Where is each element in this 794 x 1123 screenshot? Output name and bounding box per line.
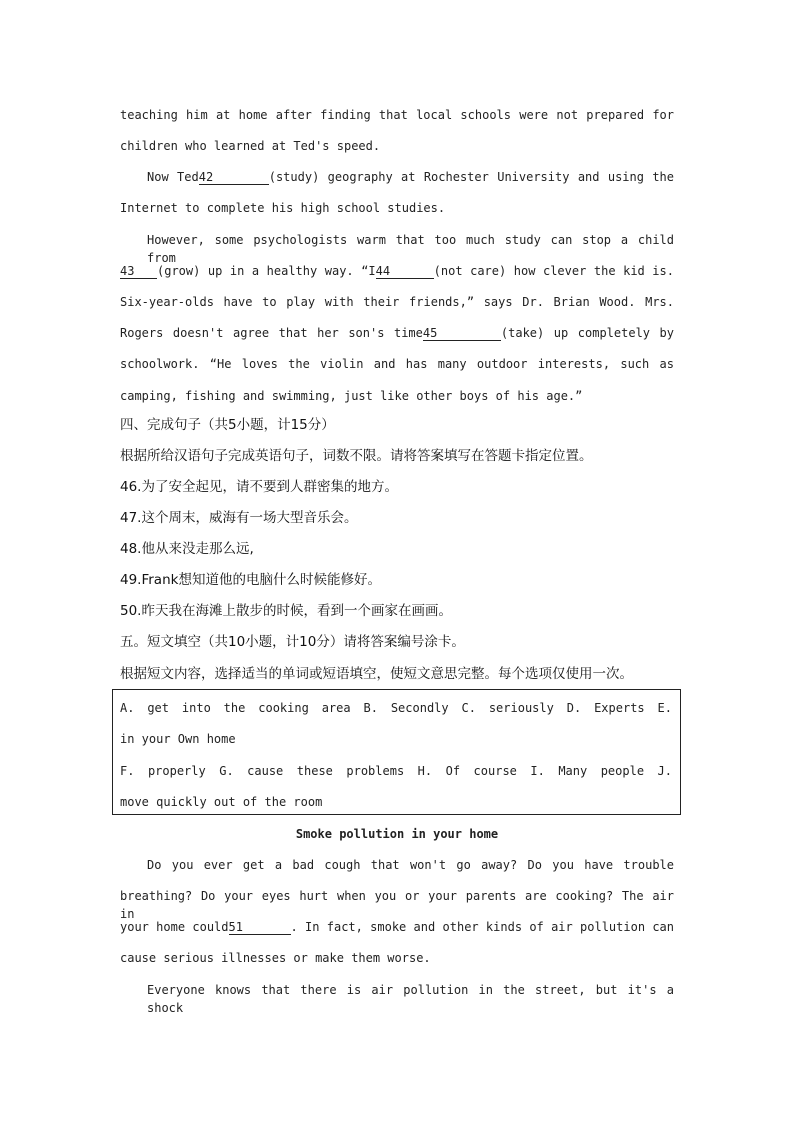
passage-line-2: children who learned at Ted's speed.	[120, 139, 381, 153]
passage2-line-4: cause serious illnesses or make them worse.	[120, 951, 431, 965]
passage-line-8	[120, 324, 674, 342]
options-line-1: A. get into the cooking area B. Secondly C. seriously D. Experts E.	[120, 701, 672, 715]
section5-heading: 五。短文填空（共10小题，计10分）请将答案编号涂卡。	[120, 634, 465, 650]
blank-43: 43	[120, 264, 157, 279]
passage-title: Smoke pollution in your home	[295, 827, 499, 841]
passage-line-6	[120, 262, 674, 280]
passage2-line-3	[120, 918, 674, 936]
section4-instruction: 根据所给汉语句子完成英语句子，词数不限。请将答案填写在答题卡指定位置。	[120, 448, 593, 464]
passage-text: . In fact, smoke and other kinds of air pollution can	[290, 920, 675, 934]
options-box	[112, 689, 681, 815]
passage-line-9: schoolwork. “He loves the violin and has many outdoor interests, such as	[120, 357, 674, 371]
blank-45: 45	[423, 326, 501, 341]
passage-text: (study) geography at Rochester University and using the	[268, 170, 675, 184]
passage-text: your home could	[120, 920, 229, 934]
passage-line-4: Internet to complete his high school studies.	[120, 201, 446, 215]
question-49: 49.Frank想知道他的电脑什么时候能修好。	[120, 572, 381, 588]
passage-line-5: However, some psychologists warm that too much study can stop a child from	[147, 233, 674, 265]
question-48: 48.他从来没走那么远,	[120, 541, 254, 557]
question-47: 47.这个周末，威海有一场大型音乐会。	[120, 510, 358, 526]
passage-line-10: camping, fishing and swimming, just like other boys of his age.”	[120, 389, 583, 403]
passage2-line-2: breathing? Do your eyes hurt when you or your parents are cooking? The air in	[120, 889, 674, 921]
passage-text: (not care) how clever the kid is.	[433, 264, 674, 278]
passage-text: Rogers doesn't agree that her son's time	[120, 326, 423, 340]
passage-line-7: Six-year-olds have to play with their friends,” says Dr. Brian Wood. Mrs.	[120, 295, 674, 309]
options-line-3: F. properly G. cause these problems H. Of course I. Many people J.	[120, 764, 672, 778]
passage2-line-1: Do you ever get a bad cough that won't go away? Do you have trouble	[147, 858, 674, 872]
blank-42: 42	[199, 170, 269, 185]
blank-44: 44	[376, 264, 434, 279]
options-line-4: move quickly out of the room	[120, 795, 323, 809]
passage-text: Now Ted	[147, 170, 199, 184]
blank-51: 51	[229, 920, 291, 935]
question-50: 50.昨天我在海滩上散步的时候，看到一个画家在画画。	[120, 603, 452, 619]
section5-instruction: 根据短文内容，选择适当的单词或短语填空，使短文意思完整。每个选项仅使用一次。	[120, 666, 633, 682]
passage-text: (grow) up in a healthy way. “I	[157, 264, 376, 278]
passage2-line-5: Everyone knows that there is air pollution in the street, but it's a shock	[147, 983, 674, 1015]
options-line-2: in your Own home	[120, 732, 236, 746]
passage-line-3	[120, 168, 674, 186]
passage-text: (take) up completely by	[500, 326, 675, 340]
passage-line-1: teaching him at home after finding that local schools were not prepared for	[120, 108, 674, 122]
question-46: 46.为了安全起见，请不要到人群密集的地方。	[120, 479, 398, 495]
section4-heading: 四、完成句子（共5小题，计15分）	[120, 417, 335, 433]
